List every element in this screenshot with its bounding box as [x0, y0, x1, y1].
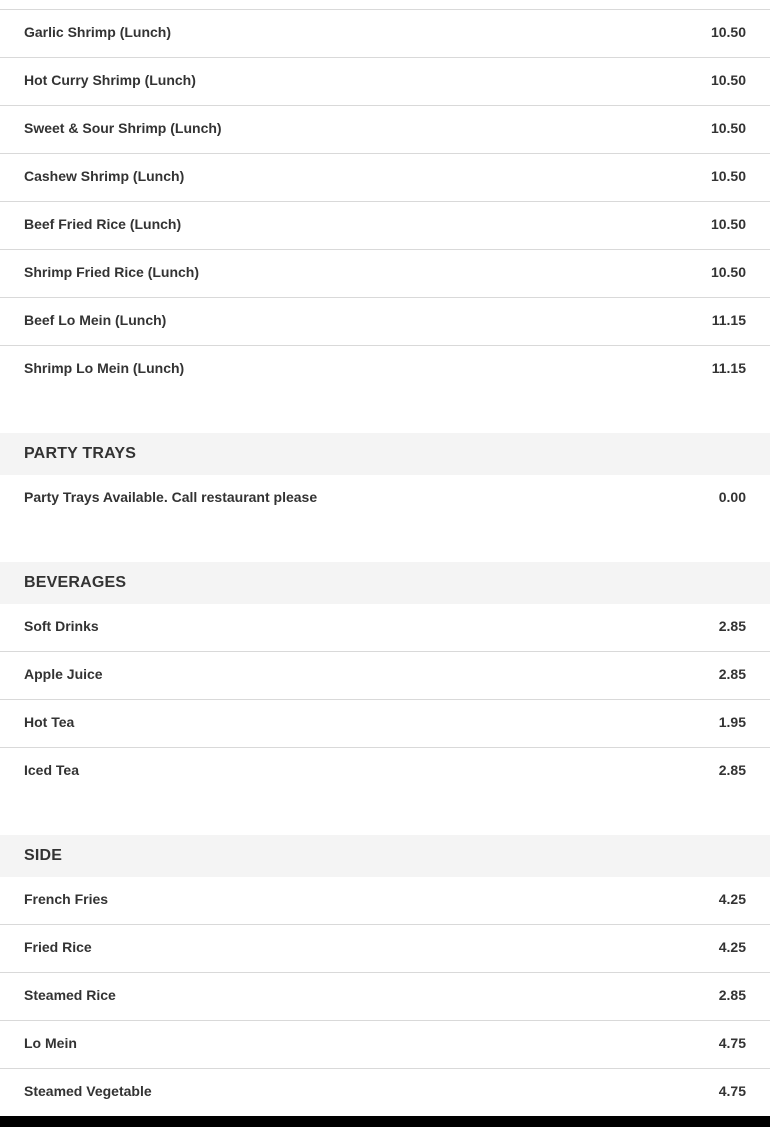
section-header-beverages: BEVERAGES: [0, 562, 770, 604]
menu-item-price: 10.50: [710, 120, 746, 136]
menu-item-name: Apple Juice: [24, 666, 103, 682]
party-trays-section: [0, 433, 770, 523]
beverages-section: [0, 562, 770, 796]
menu-item[interactable]: [0, 925, 770, 973]
menu-item-name: Steamed Rice: [24, 987, 116, 1003]
menu-item-price: 10.50: [710, 264, 746, 280]
menu-item[interactable]: [0, 298, 770, 346]
side-section: [0, 835, 770, 1117]
menu-item-name: Iced Tea: [24, 762, 79, 778]
menu-item-price: 2.85: [718, 987, 746, 1003]
menu-item[interactable]: [0, 700, 770, 748]
menu-item[interactable]: [0, 202, 770, 250]
menu-item-price: 4.75: [718, 1083, 746, 1099]
menu-item-name: Sweet & Sour Shrimp (Lunch): [24, 120, 222, 136]
lunch-section: [0, 10, 770, 394]
menu-item[interactable]: [0, 652, 770, 700]
section-header-party-trays: PARTY TRAYS: [0, 433, 770, 475]
menu-item-name: Hot Curry Shrimp (Lunch): [24, 72, 196, 88]
menu-item[interactable]: [0, 58, 770, 106]
menu-item-price: 4.75: [718, 1035, 746, 1051]
menu-item-name: Shrimp Fried Rice (Lunch): [24, 264, 200, 280]
section-spacer: [0, 796, 770, 835]
section-spacer: [0, 394, 770, 433]
menu-item-name: Beef Fried Rice (Lunch): [24, 216, 182, 232]
section-spacer: [0, 523, 770, 562]
menu-item-price: 11.15: [711, 312, 746, 328]
menu-item-name: French Fries: [24, 891, 109, 907]
menu-item-price: 4.25: [718, 891, 746, 907]
menu-item[interactable]: [0, 106, 770, 154]
menu-item-price: 11.15: [711, 360, 746, 376]
menu-item-name: Hot Tea: [24, 714, 75, 730]
menu-item-price: 2.85: [718, 618, 746, 634]
menu-item[interactable]: [0, 1021, 770, 1069]
menu-item-price: 2.85: [718, 666, 746, 682]
menu-item[interactable]: [0, 250, 770, 298]
menu-item[interactable]: [0, 973, 770, 1021]
menu-item[interactable]: [0, 154, 770, 202]
menu-item-name: Cashew Shrimp (Lunch): [24, 168, 185, 184]
menu-item-name: Lo Mein: [24, 1035, 77, 1051]
bottom-bar: [0, 1116, 770, 1127]
menu-item-price: 10.50: [710, 168, 746, 184]
menu-item[interactable]: [0, 10, 770, 58]
menu-item[interactable]: [0, 1069, 770, 1117]
section-header-side: SIDE: [0, 835, 770, 877]
menu-item-name: Fried Rice: [24, 939, 92, 955]
menu-item-price: 1.95: [718, 714, 746, 730]
menu-item-price: 2.85: [718, 762, 746, 778]
menu-item-name: Soft Drinks: [24, 618, 99, 634]
menu-item[interactable]: [0, 346, 770, 394]
menu-item-name: Beef Lo Mein (Lunch): [24, 312, 167, 328]
menu-item-price: 10.50: [710, 72, 746, 88]
menu-item[interactable]: [0, 748, 770, 796]
menu-item-name: Party Trays Available. Call restaurant please: [24, 489, 318, 505]
menu-item[interactable]: [0, 475, 770, 523]
menu-item-price: 10.50: [710, 24, 746, 40]
menu-item-name: Steamed Vegetable: [24, 1083, 152, 1099]
menu-item[interactable]: [0, 604, 770, 652]
menu-item-price: 4.25: [718, 939, 746, 955]
menu-item-name: Shrimp Lo Mein (Lunch): [24, 360, 185, 376]
top-divider: [0, 0, 770, 10]
menu-item-name: Garlic Shrimp (Lunch): [24, 24, 172, 40]
menu-item-price: 0.00: [718, 489, 746, 505]
menu-item-price: 10.50: [710, 216, 746, 232]
menu-item[interactable]: [0, 877, 770, 925]
